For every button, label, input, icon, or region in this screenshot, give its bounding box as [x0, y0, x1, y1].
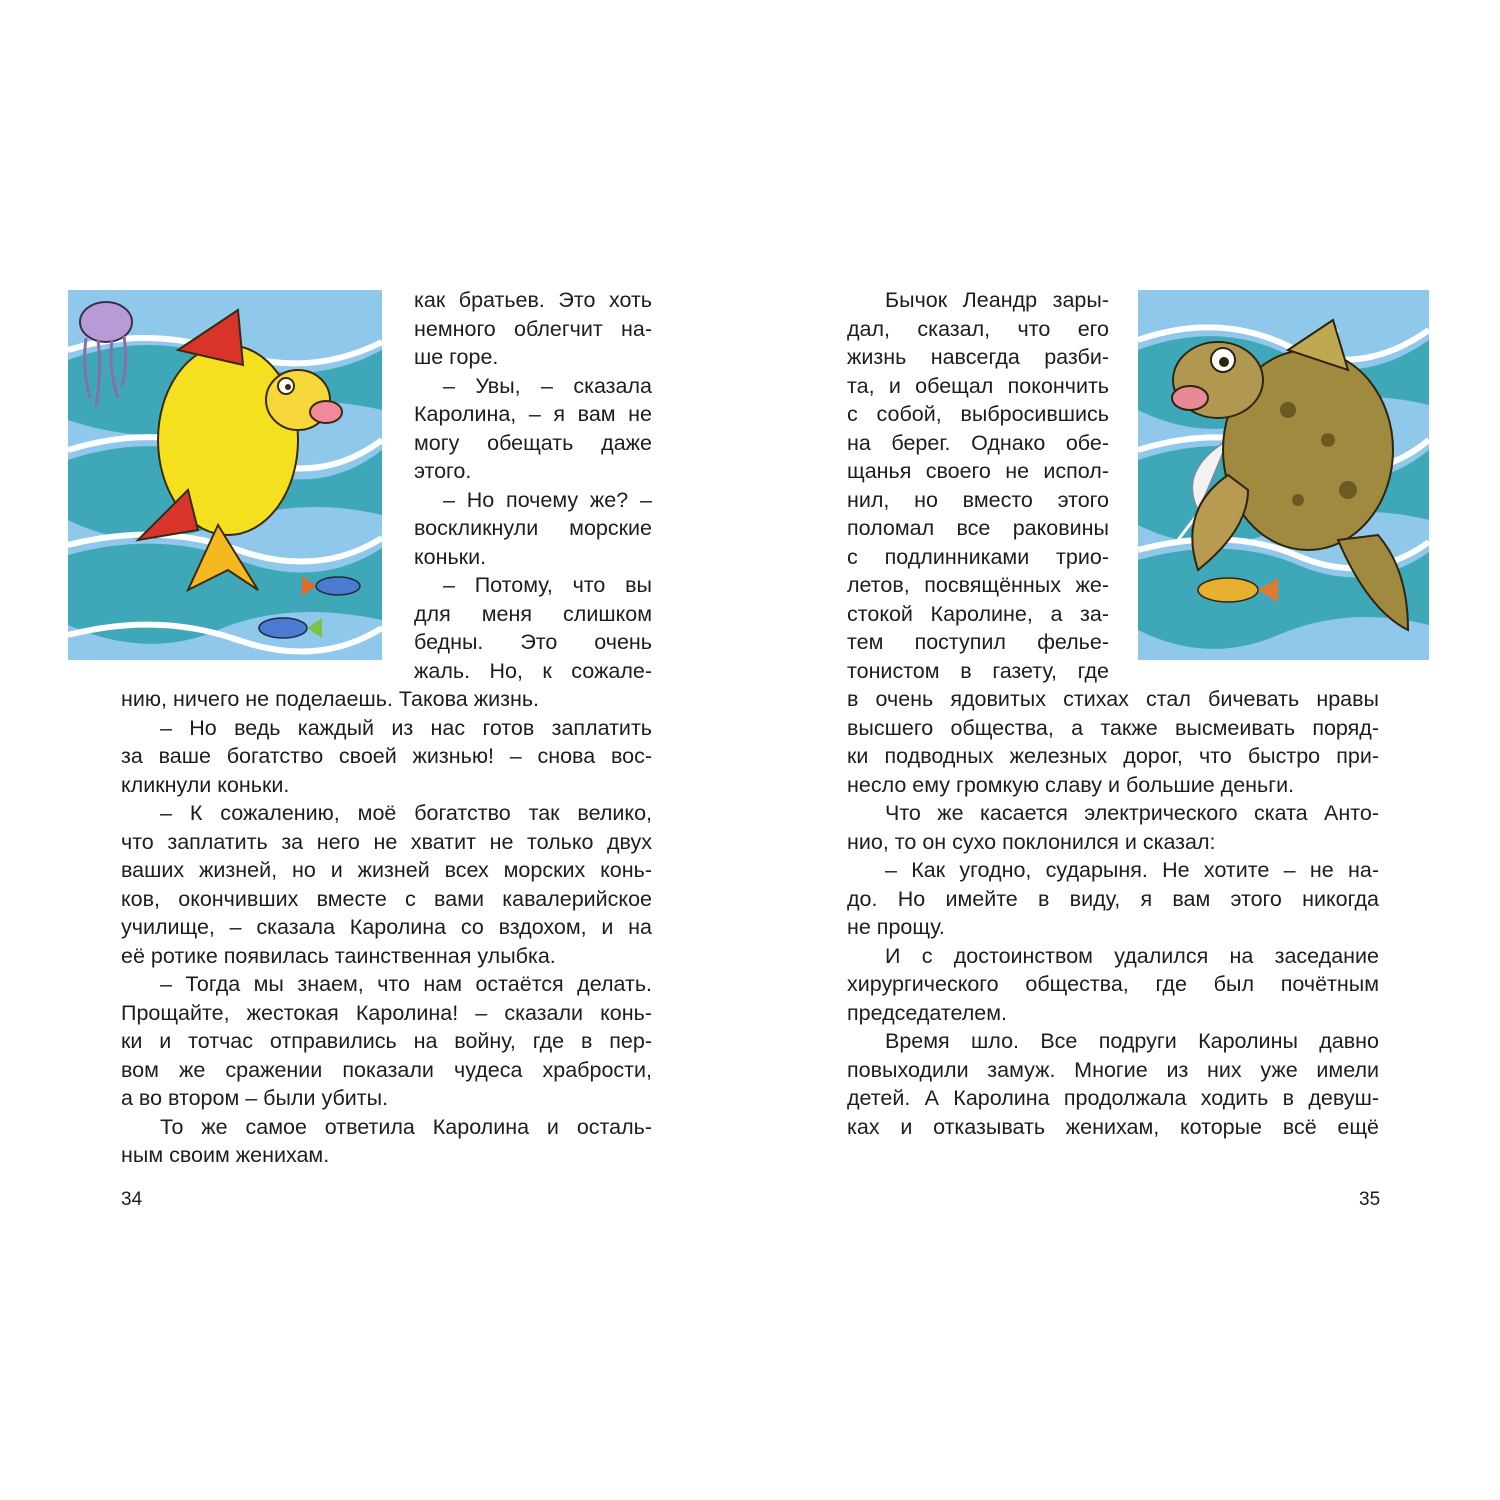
text-line: – К сожалению, моё богатство так велико,: [160, 801, 652, 825]
text-line: поломал все раковины: [847, 516, 1109, 540]
text-line: ным своим женихам.: [121, 1143, 330, 1167]
goby-fish-illustration: [1138, 290, 1429, 660]
text-line: жаль. Но, к сожале-: [414, 659, 652, 683]
text-line: бедны. Это очень: [414, 630, 652, 654]
text-line: вом же сражении показали чудеса храбрости,: [121, 1058, 652, 1082]
text-line: Каролина, – я вам не: [414, 402, 652, 426]
text-line: до. Но имейте в виду, я вам этого никогда: [847, 887, 1379, 911]
text-line: как братьев. Это хоть: [414, 288, 652, 312]
text-line: этого.: [414, 459, 472, 483]
text-line: училище, – сказала Каролина со вздохом, и на: [121, 915, 652, 939]
text-line: а во втором – были убиты.: [121, 1086, 389, 1110]
text-line: её ротике появилась таинственная улыбка.: [121, 944, 556, 968]
text-line: нил, но вместо этого: [847, 488, 1109, 512]
text-line: ки подводных железных дорог, что быстро при-: [847, 744, 1379, 768]
text-line: в очень ядовитых стихах стал бичевать нравы: [847, 687, 1379, 711]
text-line: та, и обещал покончить: [847, 374, 1109, 398]
goldfish-illustration: [68, 290, 382, 660]
text-line: летов, посвящённых же-: [847, 573, 1109, 597]
text-line: что заплатить за него не хватит не только двух: [121, 830, 652, 854]
text-line: тем поступил фелье-: [847, 630, 1109, 654]
text-line: – Тогда мы знаем, что нам остаётся делать.: [160, 972, 652, 996]
text-line: детей. А Каролина продолжала ходить в девуш-: [847, 1086, 1379, 1110]
text-line: Время шло. Все подруги Каролины давно: [885, 1029, 1379, 1053]
text-line: – Как угодно, сударыня. Не хотите – не на-: [885, 858, 1379, 882]
text-line: за ваше богатство своей жизнью! – снова вос-: [121, 744, 652, 768]
text-line: не прощу.: [847, 915, 945, 939]
text-line: ках и отказывать женихам, которые всё ещё: [847, 1115, 1379, 1139]
text-line: Бычок Леандр зары-: [885, 288, 1109, 312]
text-line: ше горе.: [414, 345, 499, 369]
text-line: Что же касается электрического ската Анто-: [885, 801, 1379, 825]
text-line: – Но почему же? –: [443, 488, 652, 512]
text-line: могу обещать даже: [414, 431, 652, 455]
text-line: кликнули коньки.: [121, 773, 290, 797]
text-line: ки и тотчас отправились на войну, где в пер-: [121, 1029, 652, 1053]
text-line: тонистом в газету, где: [847, 659, 1109, 683]
text-line: с собой, выбросившись: [847, 402, 1109, 426]
text-line: для меня слишком: [414, 602, 652, 626]
text-line: повыходили замуж. Многие из них уже имели: [847, 1058, 1379, 1082]
text-line: То же самое ответила Каролина и осталь-: [160, 1115, 652, 1139]
text-line: воскликнули морские: [414, 516, 652, 540]
text-line: нио, то он сухо поклонился и сказал:: [847, 830, 1216, 854]
goldfish-illustration-svg: [68, 290, 382, 660]
text-line: немного облегчит на-: [414, 317, 652, 341]
text-line: щанья своего не испол-: [847, 459, 1109, 483]
text-line: стокой Каролине, а за-: [847, 602, 1109, 626]
text-line: дал, сказал, что его: [847, 317, 1109, 341]
page-number: 35: [1359, 1189, 1381, 1210]
text-line: – Потому, что вы: [443, 573, 652, 597]
text-line: нию, ничего не поделаешь. Такова жизнь.: [121, 687, 540, 711]
text-line: – Но ведь каждый из нас готов заплатить: [160, 716, 652, 740]
text-line: ваших жизней, но и жизней всех морских конь-: [121, 858, 652, 882]
goby-fish-illustration-svg: [1138, 290, 1429, 660]
text-line: жизнь навсегда разби-: [847, 345, 1109, 369]
text-line: председателем.: [847, 1001, 1008, 1025]
text-line: Прощайте, жестокая Каролина! – сказали конь-: [121, 1001, 652, 1025]
page-number: 34: [121, 1189, 143, 1210]
text-line: на берег. Однако обе-: [847, 431, 1109, 455]
text-line: с подлинниками трио-: [847, 545, 1109, 569]
text-line: несло ему громкую славу и большие деньги.: [847, 773, 1295, 797]
text-line: ков, окончивших вместе с вами кавалерийское: [121, 887, 652, 911]
text-line: высшего общества, а также высмеивать поряд-: [847, 716, 1379, 740]
text-line: И с достоинством удалился на заседание: [885, 944, 1379, 968]
text-line: – Увы, – сказала: [443, 374, 652, 398]
text-line: коньки.: [414, 545, 487, 569]
page-right: [750, 0, 1500, 1500]
text-line: хирургического общества, где был почётным: [847, 972, 1379, 996]
